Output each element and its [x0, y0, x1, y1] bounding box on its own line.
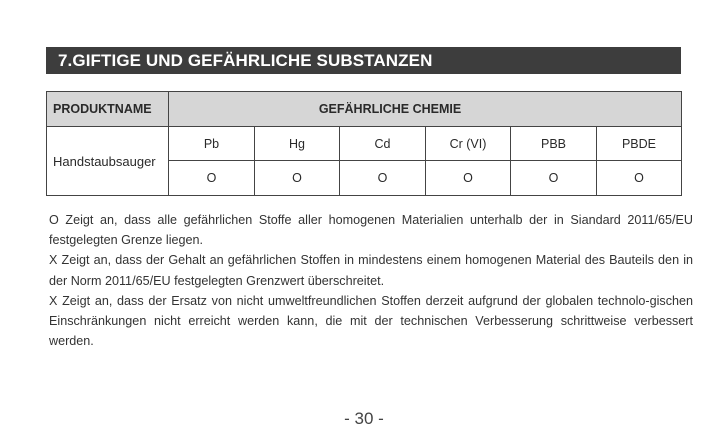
legend-notes	[49, 210, 693, 351]
value-pbb: O	[511, 161, 597, 196]
substance-pb: Pb	[169, 127, 255, 161]
note-exceeds-limit: X Zeigt an, dass der Gehalt an gefährlichen Stoffen in mindestens einem homogenen Material des Bauteils den in der Norm 2011/65/EU festgelegten Grenzwert überschreitet.	[49, 253, 693, 288]
table-header-row	[47, 92, 682, 127]
value-cr-vi: O	[426, 161, 511, 196]
value-hg: O	[255, 161, 340, 196]
header-product-name: PRODUKTNAME	[47, 92, 169, 127]
header-hazardous-chemicals: GEFÄHRLICHE CHEMIE	[169, 92, 682, 127]
substance-names-row	[47, 127, 682, 161]
note-below-limit: O Zeigt an, dass alle gefährlichen Stoffe aller homogenen Materialien unterhalb der in Siandard 2011/65/EU festgelegten Grenze liegen.	[49, 213, 693, 248]
value-pbde: O	[597, 161, 682, 196]
value-cd: O	[340, 161, 426, 196]
note-replacement-not-possible: X Zeigt an, dass der Ersatz von nicht umweltfreundlichen Stoffen derzeit aufgrund der globalen technolo-gischen Einschränkungen nicht erreicht werden kann, die mit der technischen Verbesserung schrittweise verbessert werden.	[49, 293, 693, 349]
substance-pbde: PBDE	[597, 127, 682, 161]
substance-cd: Cd	[340, 127, 426, 161]
hazardous-substances-table	[46, 91, 682, 196]
value-pb: O	[169, 161, 255, 196]
substance-hg: Hg	[255, 127, 340, 161]
substance-cr-vi: Cr (VI)	[426, 127, 511, 161]
section-title: 7.GIFTIGE UND GEFÄHRLICHE SUBSTANZEN	[46, 47, 681, 74]
product-name-cell: Handstaubsauger	[47, 127, 169, 196]
substance-pbb: PBB	[511, 127, 597, 161]
page-number: - 30 -	[344, 409, 384, 428]
